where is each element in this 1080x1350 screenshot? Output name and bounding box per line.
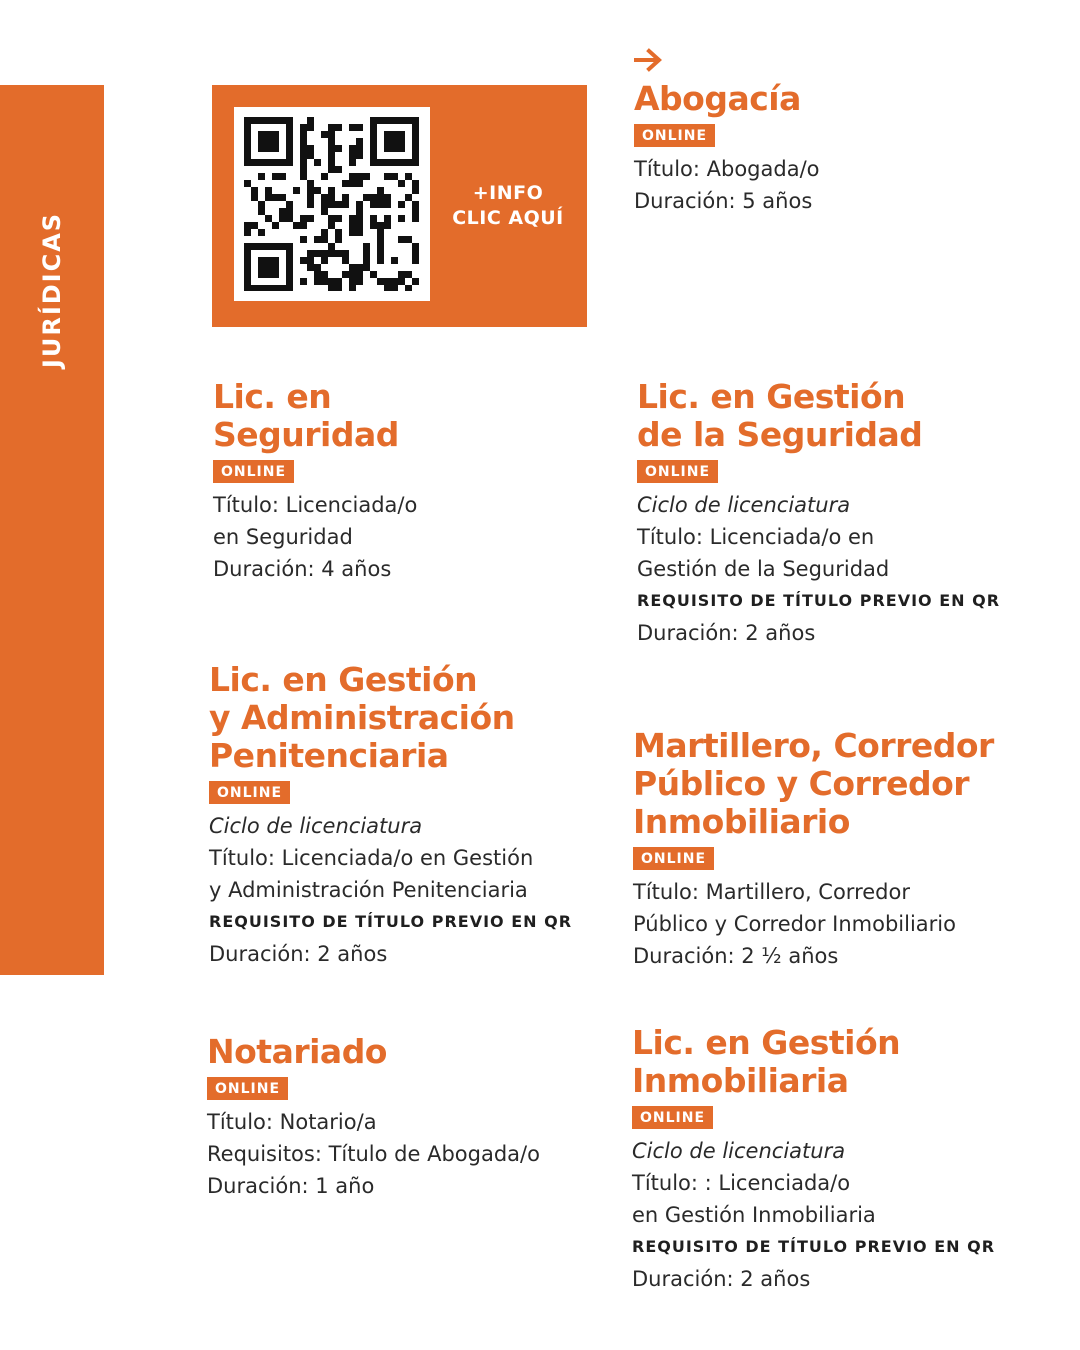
category-label: JURÍDICAS bbox=[38, 211, 66, 369]
prior-degree-requirement: REQUISITO DE TÍTULO PREVIO EN QR bbox=[209, 912, 573, 931]
program-duration: Duración: 2 años bbox=[632, 1267, 811, 1291]
program-degree-cont: Público y Corredor Inmobiliario bbox=[633, 912, 956, 936]
program-abogacia bbox=[634, 80, 820, 217]
program-degree: Título: Licenciada/o en bbox=[637, 525, 875, 549]
online-badge: ONLINE bbox=[632, 1106, 713, 1129]
category-sidebar bbox=[0, 85, 104, 975]
program-degree: Título: Martillero, Corredor bbox=[633, 880, 910, 904]
program-title: Lic. en Gestión de la Seguridad bbox=[637, 377, 923, 454]
program-title: Lic. en Seguridad bbox=[213, 377, 399, 454]
program-title: Lic. en Gestión y Administración Penitenciaria bbox=[209, 660, 515, 775]
program-degree-cont: en Gestión Inmobiliaria bbox=[632, 1203, 876, 1227]
program-degree: Título: Licenciada/o bbox=[213, 493, 418, 517]
program-degree: Título: Abogada/o bbox=[634, 157, 820, 181]
online-badge: ONLINE bbox=[209, 781, 290, 804]
program-degree-cont: en Seguridad bbox=[213, 525, 353, 549]
more-info-link[interactable] bbox=[448, 181, 568, 231]
more-info-label: +INFO bbox=[472, 182, 544, 204]
program-degree: Título: Licenciada/o en Gestión bbox=[209, 846, 534, 870]
program-gestion-seguridad bbox=[637, 378, 1000, 649]
prior-degree-requirement: REQUISITO DE TÍTULO PREVIO EN QR bbox=[637, 591, 1001, 610]
program-penitenciaria bbox=[209, 661, 572, 970]
click-here-label: CLIC AQUÍ bbox=[452, 207, 564, 229]
program-cycle: Ciclo de licenciatura bbox=[637, 493, 851, 517]
program-title: Abogacía bbox=[634, 79, 801, 118]
program-duration: Duración: 2 ½ años bbox=[633, 944, 839, 968]
arrow-right-icon bbox=[634, 48, 664, 72]
program-martillero bbox=[633, 727, 994, 972]
online-badge: ONLINE bbox=[213, 460, 294, 483]
program-requirements: Requisitos: Título de Abogada/o bbox=[207, 1142, 540, 1166]
program-cycle: Ciclo de licenciatura bbox=[209, 814, 423, 838]
program-degree: Título: Notario/a bbox=[207, 1110, 377, 1134]
program-title: Notariado bbox=[207, 1032, 387, 1071]
program-degree-cont: Gestión de la Seguridad bbox=[637, 557, 890, 581]
program-notariado bbox=[207, 1033, 540, 1202]
program-gestion-inmobiliaria bbox=[632, 1024, 995, 1295]
qr-code-icon[interactable] bbox=[234, 107, 430, 301]
program-title: Lic. en Gestión Inmobiliaria bbox=[632, 1023, 901, 1100]
program-degree: Título: : Licenciada/o bbox=[632, 1171, 851, 1195]
program-seguridad bbox=[213, 378, 417, 585]
online-badge: ONLINE bbox=[633, 847, 714, 870]
online-badge: ONLINE bbox=[634, 124, 715, 147]
program-duration: Duración: 1 año bbox=[207, 1174, 375, 1198]
qr-info-panel[interactable] bbox=[212, 85, 587, 327]
online-badge: ONLINE bbox=[637, 460, 718, 483]
online-badge: ONLINE bbox=[207, 1077, 288, 1100]
program-duration: Duración: 2 años bbox=[637, 621, 816, 645]
program-duration: Duración: 4 años bbox=[213, 557, 392, 581]
program-degree-cont: y Administración Penitenciaria bbox=[209, 878, 528, 902]
program-duration: Duración: 5 años bbox=[634, 189, 813, 213]
program-title: Martillero, Corredor Público y Corredor Inmobiliario bbox=[633, 726, 994, 841]
program-duration: Duración: 2 años bbox=[209, 942, 388, 966]
program-cycle: Ciclo de licenciatura bbox=[632, 1139, 846, 1163]
prior-degree-requirement: REQUISITO DE TÍTULO PREVIO EN QR bbox=[632, 1237, 996, 1256]
